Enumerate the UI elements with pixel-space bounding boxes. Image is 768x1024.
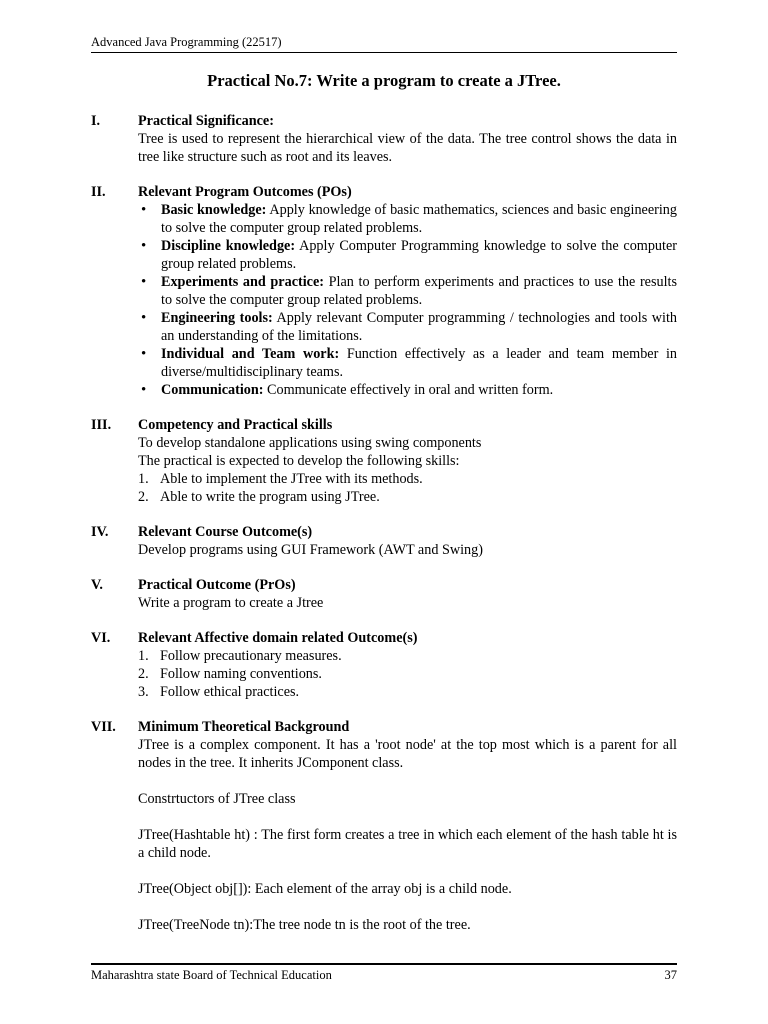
page-title: Practical No.7: Write a program to create a JTree. (207, 71, 561, 90)
section-text: To develop standalone applications using swing components (138, 435, 482, 451)
section-text: The practical is expected to develop the following skills: (138, 453, 460, 469)
list-item: • Discipline knowledge: Apply Computer Programming knowledge to solve the computer group related problems. (138, 237, 677, 273)
list-item: • Basic knowledge: Apply knowledge of basic mathematics, sciences and basic engineering to solve the computer group related problems. (138, 201, 677, 237)
list-item: • Engineering tools: Apply relevant Computer programming / technologies and tools with an understanding of the limitations. (138, 309, 677, 345)
section-practical-outcome (91, 576, 677, 612)
section-number: VI. (91, 630, 111, 646)
section-heading: Relevant Course Outcome(s) (138, 524, 313, 540)
section-text: Constrtuctors of JTree class (138, 791, 296, 807)
section-heading: Minimum Theoretical Background (138, 719, 350, 735)
section-program-outcomes (91, 183, 677, 399)
list-item: • Individual and Team work: Function effectively as a leader and team member in diverse/multidisciplinary teams. (138, 345, 677, 381)
section-number: III. (91, 417, 112, 433)
header-text: Advanced Java Programming (22517) (91, 35, 282, 49)
document-body (91, 112, 677, 951)
section-number: V. (91, 577, 103, 593)
section-number: IV. (91, 524, 109, 540)
section-text: JTree(Hashtable ht) : The first form creates a tree in which each element of the hash table ht is a child node. (138, 827, 677, 861)
section-text: Write a program to create a Jtree (138, 595, 324, 611)
section-heading: Practical Significance: (138, 113, 274, 129)
section-text: JTree(Object obj[]): Each element of the array obj is a child node. (138, 881, 512, 897)
section-competency (91, 416, 677, 506)
section-text: Develop programs using GUI Framework (AWT and Swing) (138, 542, 483, 558)
list-item: 1. Able to implement the JTree with its methods. (138, 471, 423, 487)
section-heading: Relevant Affective domain related Outcome(s) (138, 630, 418, 646)
section-number: II. (91, 184, 106, 200)
page-header (91, 34, 677, 53)
page-footer (91, 963, 677, 983)
list-item: • Communication: Communicate effectively in oral and written form. (138, 381, 677, 399)
section-text: Tree is used to represent the hierarchical view of the data. The tree control shows the data in tree like structure such as root and its leaves. (138, 131, 677, 165)
list-item: 2. Follow naming conventions. (138, 666, 322, 682)
list-item: • Experiments and practice: Plan to perform experiments and practices to use the results to solve the computer group related problems. (138, 273, 677, 309)
section-course-outcome (91, 523, 677, 559)
section-heading: Relevant Program Outcomes (POs) (138, 184, 352, 200)
list-item: 3. Follow ethical practices. (138, 684, 300, 700)
list-item: 1. Follow precautionary measures. (138, 648, 342, 664)
section-number: I. (91, 113, 101, 129)
section-text: JTree(TreeNode tn):The tree node tn is the root of the tree. (138, 917, 471, 933)
outcomes-list (138, 201, 677, 399)
section-theoretical-background (91, 718, 677, 934)
section-number: VII. (91, 719, 116, 735)
footer-text: Maharashtra state Board of Technical Education (91, 968, 332, 982)
section-heading: Practical Outcome (PrOs) (138, 577, 296, 593)
skills-list (138, 470, 677, 506)
section-heading: Competency and Practical skills (138, 417, 333, 433)
section-practical-significance (91, 112, 677, 166)
section-affective-outcome (91, 629, 677, 701)
affective-list (138, 647, 677, 701)
section-text: JTree is a complex component. It has a 'root node' at the top most which is a parent for all nodes in the tree. It inherits JComponent class. (138, 737, 677, 771)
page-number: 37 (664, 968, 677, 982)
list-item: 2. Able to write the program using JTree. (138, 489, 380, 505)
